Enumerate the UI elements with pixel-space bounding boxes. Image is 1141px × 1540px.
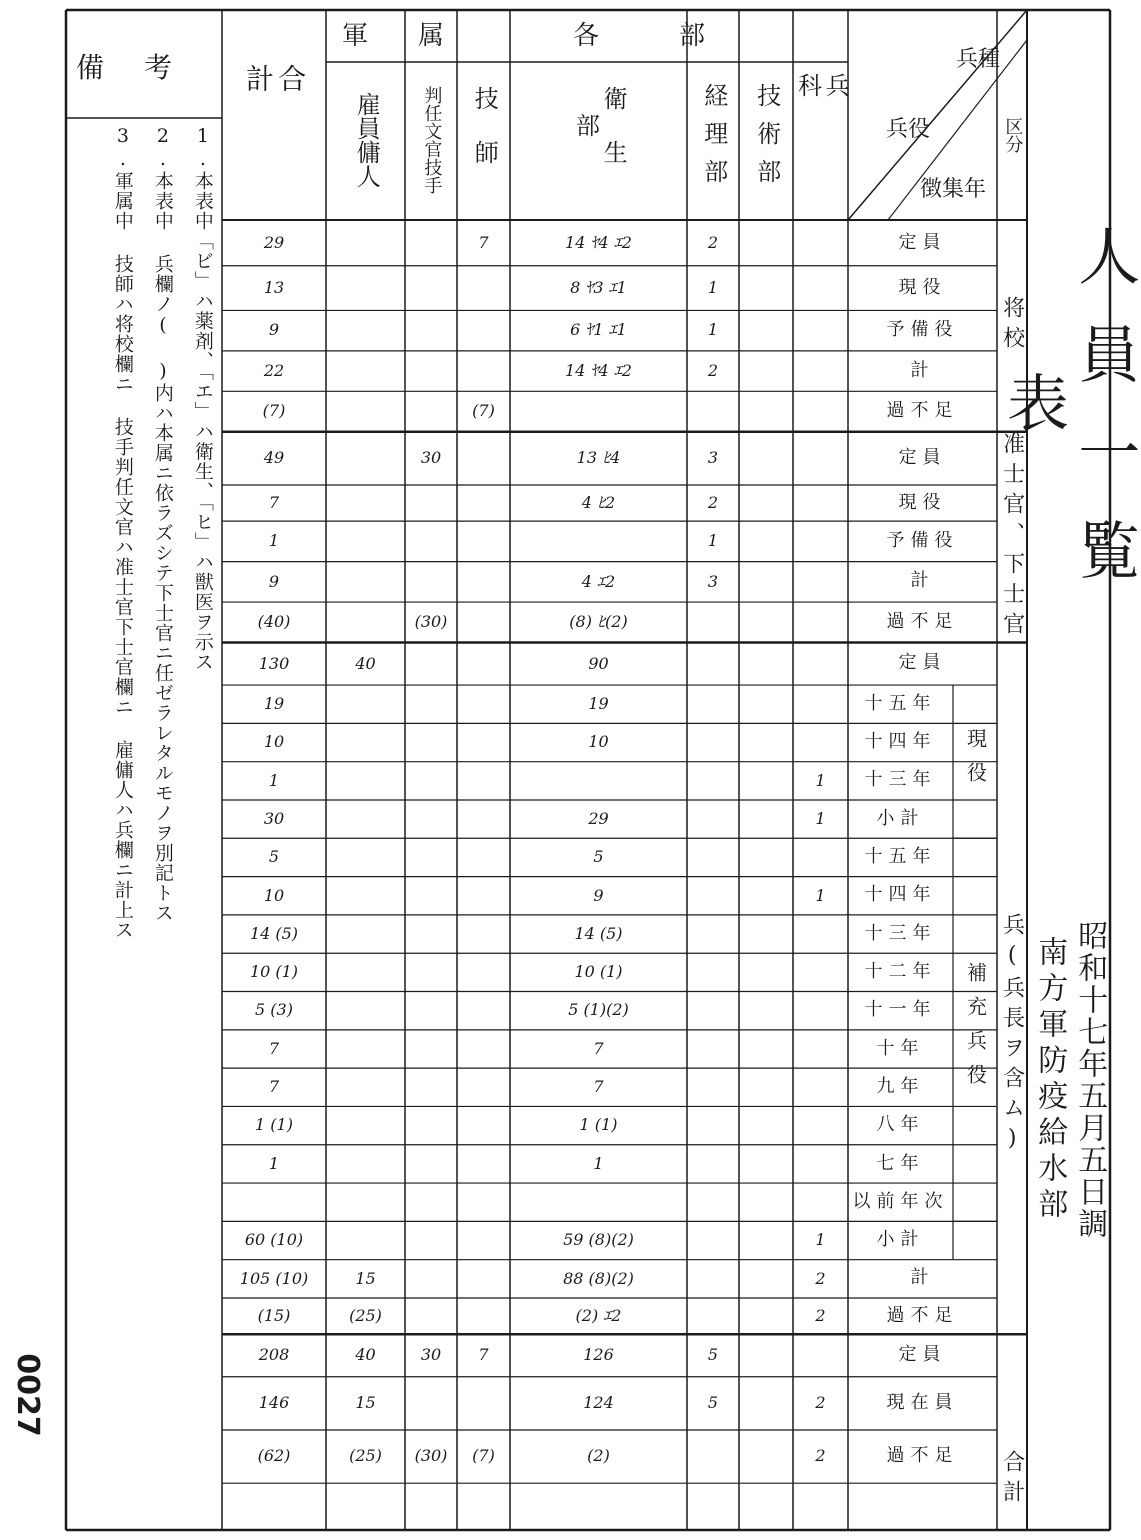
data-cell-med: 14 ﾔ4 ｴ2 xyxy=(565,360,632,380)
data-cell-emp: 15 xyxy=(355,1393,376,1413)
data-cell-med: 4 ﾋ2 xyxy=(581,492,616,512)
data-cell-emp: (25) xyxy=(349,1305,382,1325)
data-cell-med: 90 xyxy=(588,653,609,673)
unit-line: 南方軍防疫給水部 xyxy=(1032,936,1068,1224)
row-label: 七年 xyxy=(876,1152,925,1174)
data-cell-med: (2) ｴ2 xyxy=(575,1305,622,1325)
data-cell-med: 13 ﾋ4 xyxy=(576,448,621,468)
row-label: 小計 xyxy=(876,1229,925,1251)
data-cell-inf: 2 xyxy=(815,1446,826,1466)
data-cell-med: 9 xyxy=(593,885,604,905)
subgroup-label: 現役 xyxy=(963,727,988,796)
row-label: 現役 xyxy=(898,276,947,298)
remark-note: 2.本表中 兵欄ノ( )内ハ本属ニ依ラズシテ下士官ニ任ゼラレタルモノヲ別記トス xyxy=(151,125,174,923)
row-label: 過不足 xyxy=(886,400,959,422)
dept-group-header: 各部 xyxy=(572,21,785,52)
data-cell-med: (2) xyxy=(587,1446,610,1466)
infantry-header: 兵科 xyxy=(793,73,850,167)
row-label: 定員 xyxy=(898,652,947,674)
data-cell-tech: (7) xyxy=(472,401,495,421)
data-cell-clerk: 30 xyxy=(420,448,442,468)
corner-label-branch: 兵種 xyxy=(955,47,1000,73)
data-cell-total: (15) xyxy=(257,1305,291,1325)
data-cell-med: 8 ﾔ3 ｴ1 xyxy=(570,277,627,297)
data-cell-med: 5 (1)(2) xyxy=(568,1000,629,1020)
row-label: 十三年 xyxy=(864,922,937,944)
total-header: 合計 xyxy=(242,64,308,162)
data-cell-acc: 2 xyxy=(707,360,719,380)
data-cell-total: 7 xyxy=(268,1038,280,1058)
data-cell-med: 10 (1) xyxy=(574,962,623,982)
engineering-header: 技術部 xyxy=(752,83,781,197)
data-cell-total: 30 xyxy=(263,808,285,828)
data-cell-acc: 3 xyxy=(707,571,719,591)
data-cell-total: 7 xyxy=(268,1077,280,1097)
data-cell-total: 5 (3) xyxy=(255,1000,293,1020)
data-cell-total: 19 xyxy=(263,693,285,713)
data-cell-total: 130 xyxy=(258,653,290,673)
row-label: 定員 xyxy=(898,231,947,253)
data-cell-med: 7 xyxy=(593,1038,604,1058)
data-cell-med: 29 xyxy=(588,808,609,828)
data-cell-total: 9 xyxy=(268,571,280,591)
data-cell-total: 10 xyxy=(263,885,285,905)
corner-label-year: 徴集年 xyxy=(919,177,986,203)
row-label: 計 xyxy=(910,1267,935,1289)
data-cell-med: 1 (1) xyxy=(579,1115,618,1135)
data-cell-total: (7) xyxy=(262,401,286,421)
row-label: 計 xyxy=(910,359,935,381)
data-cell-emp: 40 xyxy=(355,653,376,673)
data-cell-acc: 3 xyxy=(707,448,719,468)
group-label: 兵(兵長ヲ含ム) xyxy=(999,913,1025,1160)
data-cell-emp: 15 xyxy=(355,1268,376,1288)
row-label: 過不足 xyxy=(886,1304,959,1326)
row-label: 十二年 xyxy=(864,961,937,982)
row-label: 定員 xyxy=(898,447,947,469)
document-title: 人員一覧表 xyxy=(996,224,1141,616)
row-label: 以前年次 xyxy=(852,1190,949,1212)
data-cell-total: 9 xyxy=(268,320,280,340)
data-cell-acc: 5 xyxy=(707,1393,719,1413)
group-label: 合計 xyxy=(999,1449,1025,1510)
row-label: 過不足 xyxy=(886,610,959,632)
data-cell-inf: 2 xyxy=(815,1268,826,1288)
data-cell-clerk: (30) xyxy=(414,1446,448,1466)
date-line: 昭和十七年五月五日調 xyxy=(1072,920,1108,1240)
data-cell-med: (8) ﾋ(2) xyxy=(569,612,628,632)
technician-header: 技師 xyxy=(470,86,499,194)
data-cell-inf: 2 xyxy=(815,1305,826,1325)
corner-label-service: 兵役 xyxy=(885,117,930,143)
data-cell-clerk: (30) xyxy=(414,612,448,632)
data-cell-med: 126 xyxy=(583,1345,614,1365)
data-cell-total: 10 (1) xyxy=(249,962,299,982)
data-cell-inf: 1 xyxy=(815,808,826,828)
data-cell-tech: (7) xyxy=(472,1446,495,1466)
data-cell-inf: 1 xyxy=(815,770,826,790)
data-cell-acc: 1 xyxy=(707,320,719,340)
subgroup-label: 補充兵役 xyxy=(963,961,988,1098)
data-cell-total: 105 (10) xyxy=(239,1268,309,1288)
data-cell-total: 1 xyxy=(268,531,280,551)
data-cell-med: 6 ﾔ1 ｴ1 xyxy=(570,320,627,340)
data-cell-med: 7 xyxy=(593,1077,604,1097)
row-label: 予備役 xyxy=(886,530,959,552)
row-label: 十四年 xyxy=(864,884,937,906)
data-cell-total: 29 xyxy=(263,232,285,252)
data-cell-total: 49 xyxy=(263,448,285,468)
data-cell-total: 13 xyxy=(263,277,285,297)
data-cell-med: 59 (8)(2) xyxy=(563,1230,634,1250)
row-label: 現在員 xyxy=(886,1392,959,1413)
row-label: 予備役 xyxy=(886,319,959,341)
clerk-header: 判任文官技手 xyxy=(421,86,443,194)
data-cell-med: 14 (5) xyxy=(574,923,623,943)
civil-group-header: 軍属 xyxy=(341,21,494,52)
data-cell-med: 14 ﾔ4 ｴ2 xyxy=(565,232,632,252)
data-cell-total: (40) xyxy=(257,612,291,632)
data-cell-med: 4 ｴ2 xyxy=(581,571,616,591)
data-cell-total: (62) xyxy=(257,1446,291,1466)
data-cell-acc: 5 xyxy=(707,1345,719,1365)
data-cell-total: 1 xyxy=(268,1153,280,1173)
remark-note: 1.本表中「ビ」ハ薬剤、「エ」ハ衛生、「ヒ」ハ獣医ヲ示ス xyxy=(191,125,214,672)
row-label: 八年 xyxy=(876,1114,925,1136)
row-label: 現役 xyxy=(898,491,947,513)
accounting-header: 経理部 xyxy=(699,83,728,197)
row-label: 十四年 xyxy=(864,731,937,753)
data-cell-tech: 7 xyxy=(478,1345,489,1365)
data-cell-total: 60 (10) xyxy=(244,1230,304,1250)
data-cell-inf: 1 xyxy=(815,1230,826,1250)
row-label: 十年 xyxy=(876,1037,925,1059)
data-cell-acc: 2 xyxy=(707,492,719,512)
row-label: 十五年 xyxy=(864,846,937,868)
data-cell-acc: 2 xyxy=(707,232,719,252)
data-cell-clerk: 30 xyxy=(420,1345,442,1365)
data-cell-med: 124 xyxy=(583,1393,614,1413)
data-cell-inf: 2 xyxy=(815,1393,826,1413)
remarks-header: 備考 xyxy=(75,50,212,84)
page-number: 0027 xyxy=(10,1353,46,1437)
remark-note: 3.軍属中 技師ハ将校欄ニ 技手判任文官ハ准士官下士官欄ニ 雇傭人ハ兵欄ニ計上ス xyxy=(111,125,134,940)
data-cell-med: 5 xyxy=(593,847,604,867)
corner-label-category: 区分 xyxy=(1002,117,1024,153)
row-label: 定員 xyxy=(898,1344,947,1366)
data-cell-total: 10 xyxy=(263,732,285,752)
group-label: 将校 xyxy=(999,295,1025,356)
data-cell-total: 5 xyxy=(268,847,280,867)
data-cell-total: 22 xyxy=(263,360,285,380)
data-cell-med: 10 xyxy=(588,732,609,752)
row-label: 過不足 xyxy=(886,1445,959,1467)
data-cell-acc: 1 xyxy=(707,531,719,551)
row-label: 十一年 xyxy=(864,999,937,1021)
row-label: 十三年 xyxy=(864,769,937,791)
row-label: 小計 xyxy=(876,807,925,829)
row-label: 九年 xyxy=(876,1075,925,1097)
data-cell-med: 19 xyxy=(588,693,609,713)
data-cell-total: 1 (1) xyxy=(255,1115,293,1135)
medical-header: 衛生部 xyxy=(571,86,628,194)
data-cell-emp: (25) xyxy=(349,1446,382,1466)
data-cell-emp: 40 xyxy=(355,1345,376,1365)
data-cell-total: 1 xyxy=(268,770,280,790)
data-cell-inf: 1 xyxy=(815,885,826,905)
group-label: 准士官、下士官 xyxy=(999,432,1025,643)
employee-header: 雇員傭人 xyxy=(352,92,381,188)
data-cell-total: 208 xyxy=(258,1345,290,1365)
data-cell-med: 88 (8)(2) xyxy=(563,1268,634,1288)
row-label: 十五年 xyxy=(864,692,937,714)
data-cell-tech: 7 xyxy=(478,232,489,252)
data-cell-acc: 1 xyxy=(707,277,719,297)
data-cell-total: 7 xyxy=(268,492,280,512)
row-label: 計 xyxy=(910,570,935,592)
data-cell-med: 1 xyxy=(593,1153,604,1173)
data-cell-total: 14 (5) xyxy=(249,923,299,943)
data-cell-total: 146 xyxy=(258,1393,290,1413)
